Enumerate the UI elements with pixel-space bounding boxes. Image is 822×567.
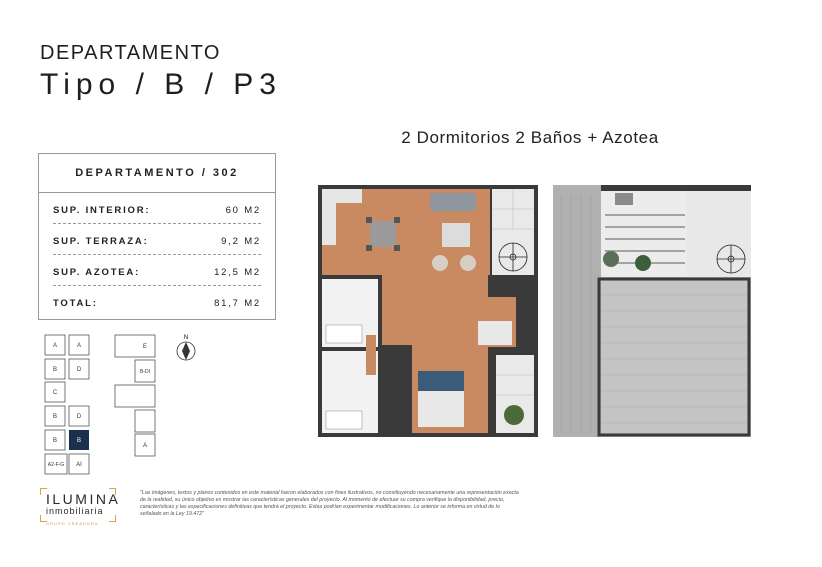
keyplan-label: B	[52, 438, 58, 444]
single-bed	[478, 321, 512, 345]
ilumina-logo	[40, 488, 121, 526]
kitchen-counter	[322, 189, 362, 203]
disclaimer-text: "Las imágenes, textos y planos contenidos en este material fueron elaborados con fines ilustrativos, no constituyendo necesariamente una representación exacta de la realidad, su único objetivo es mostrar las características generales del proyecto. Al momento de efectuar su compra verifique la disponibilidad, precio, características y las especificaciones definitivas que tendrá el proyecto. Estas podrían experimentar modificaciones. Lo anterior se informa en virtud de lo señalado en la Ley 19.472"	[140, 490, 519, 517]
row-total	[53, 290, 261, 316]
sofa	[430, 193, 476, 211]
row-value: 81,7 M2	[214, 297, 261, 309]
keyplan-label: C	[52, 390, 58, 396]
roof-access	[687, 191, 751, 277]
row-azotea	[53, 259, 261, 286]
kitchen-side-counter	[322, 203, 336, 245]
north-arrow-icon	[177, 335, 195, 360]
rug	[442, 223, 470, 247]
row-interior	[53, 197, 261, 224]
area-table-title: DEPARTAMENTO / 302	[39, 154, 275, 193]
keyplan-label: A2-F-G	[47, 462, 65, 468]
keyplan-label: E	[142, 344, 148, 350]
roof-left-strip	[553, 185, 601, 437]
keyplan-label: B	[76, 438, 82, 444]
header-department: DEPARTAMENTO	[40, 42, 221, 64]
row-label: TOTAL:	[53, 297, 98, 309]
keyplan-label: B-DI	[140, 369, 150, 375]
row-value: 9,2 M2	[221, 235, 261, 247]
keyplan-label: B	[52, 414, 58, 420]
keyplan-label: D	[76, 367, 82, 373]
keyplan-label: D	[76, 414, 82, 420]
outdoor-table	[615, 193, 633, 205]
keyplan-label: A	[142, 443, 148, 449]
roof-plan	[553, 185, 751, 437]
spiral-stair-icon	[717, 245, 745, 273]
header-type: Tipo / B / P3	[40, 68, 282, 101]
floor-plan	[318, 185, 538, 437]
bathtub	[326, 325, 362, 343]
keyplan-label: AI	[76, 462, 82, 468]
unit-description: 2 Dormitorios 2 Baños + Azotea	[401, 128, 659, 147]
double-bed	[418, 391, 464, 427]
keyplan-label: A	[52, 343, 58, 349]
logo-tagline: GRUPO CREADORA	[46, 521, 99, 526]
row-label: SUP. INTERIOR:	[53, 204, 151, 216]
roof-cover	[601, 281, 747, 433]
logo-name: ILUMINA	[46, 491, 121, 507]
logo-sub: inmobiliaria	[46, 506, 104, 516]
area-table	[38, 153, 276, 320]
keyplan-label: B	[52, 367, 58, 373]
dining-table	[370, 221, 396, 247]
plant-icon	[635, 255, 651, 271]
spiral-stair-icon	[499, 243, 527, 271]
outdoor-chair	[603, 251, 619, 267]
key-plan	[40, 330, 210, 478]
hall-closet	[366, 335, 376, 375]
row-label: SUP. TERRAZA:	[53, 235, 149, 247]
shower	[326, 411, 362, 429]
plant-icon	[504, 405, 524, 425]
keyplan-label: A	[76, 343, 82, 349]
row-terraza	[53, 228, 261, 255]
row-value: 60 M2	[225, 204, 261, 216]
row-value: 12,5 M2	[214, 266, 261, 278]
north-label: N	[183, 335, 189, 341]
row-label: SUP. AZOTEA:	[53, 266, 141, 278]
